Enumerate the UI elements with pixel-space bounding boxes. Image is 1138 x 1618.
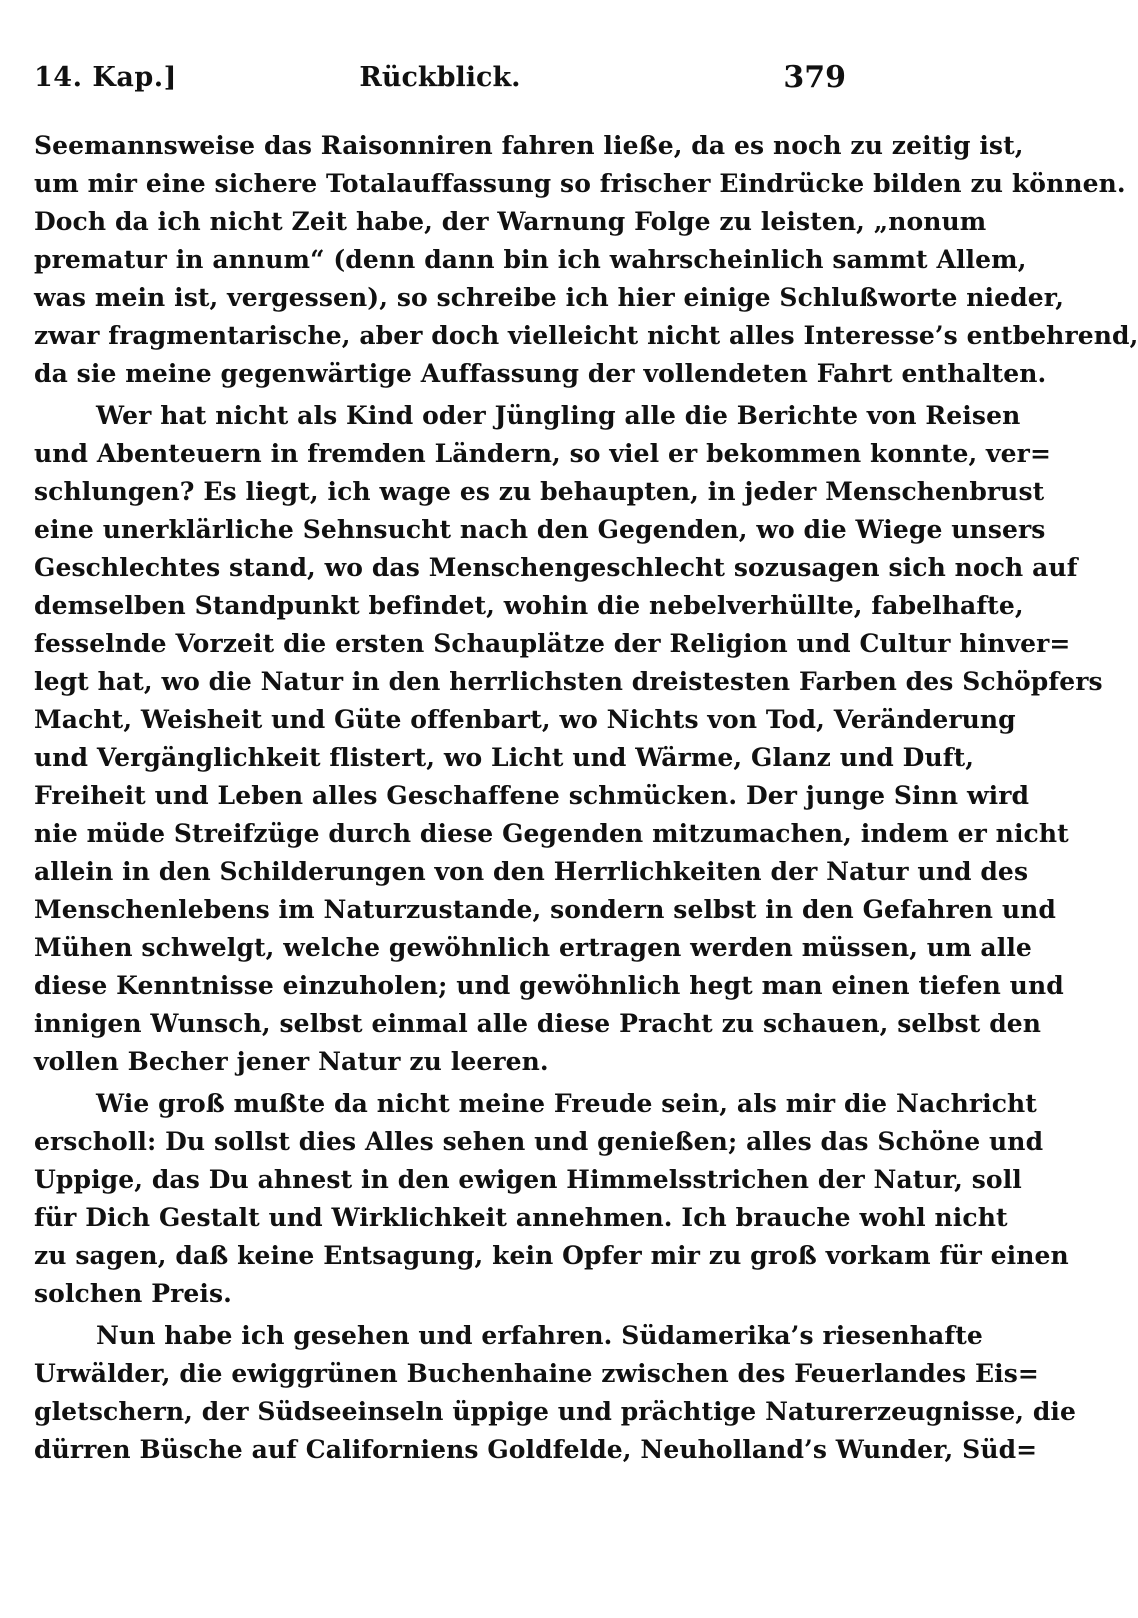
text-line: Mühen schwelgt, welche gewöhnlich ertragen werden müssen, um alle — [34, 933, 1032, 962]
text-line: solchen Preis. — [34, 1279, 232, 1308]
paragraph-first-line: Wie groß mußte da nicht meine Freude sein, als mir die Nachricht — [96, 1089, 1037, 1118]
text-line: und Abenteuern in fremden Ländern, so viel er bekommen konnte, ver= — [34, 439, 1052, 468]
text-line: um mir eine sichere Totalauffassung so frischer Eindrücke bilden zu können. — [34, 169, 1126, 198]
text-line: Uppige, das Du ahnest in den ewigen Himmelsstrichen der Natur, soll — [34, 1165, 1022, 1194]
chapter-label: 14. Kap.] — [34, 62, 177, 93]
text-line: allein in den Schilderungen von den Herrlichkeiten der Natur und des — [34, 857, 1029, 886]
text-line: eine unerklärliche Sehnsucht nach den Gegenden, wo die Wiege unsers — [34, 515, 1046, 544]
text-line: Urwälder, die ewiggrünen Buchenhaine zwischen des Feuerlandes Eis= — [34, 1359, 1039, 1388]
text-line: Menschenlebens im Naturzustande, sondern selbst in den Gefahren und — [34, 895, 1056, 924]
running-head — [34, 62, 846, 102]
text-line: nie müde Streifzüge durch diese Gegenden mitzumachen, indem er nicht — [34, 819, 1069, 848]
text-line: Seemannsweise das Raisonniren fahren ließe, da es noch zu zeitig ist, — [34, 131, 1024, 160]
text-line: diese Kenntnisse einzuholen; und gewöhnlich hegt man einen tiefen und — [34, 971, 1064, 1000]
paragraph-first-line: Wer hat nicht als Kind oder Jüngling alle die Berichte von Reisen — [96, 401, 1021, 430]
text-line: Doch da ich nicht Zeit habe, der Warnung Folge zu leisten, „nonum — [34, 207, 987, 236]
text-line: demselben Standpunkt befindet, wohin die nebelverhüllte, fabelhafte, — [34, 591, 1024, 620]
text-line: innigen Wunsch, selbst einmal alle diese Pracht zu schauen, selbst den — [34, 1009, 1042, 1038]
paragraph-first-line: Nun habe ich gesehen und erfahren. Südamerika’s riesenhafte — [96, 1321, 983, 1350]
text-line: Freiheit und Leben alles Geschaffene schmücken. Der junge Sinn wird — [34, 781, 1030, 810]
text-line: zu sagen, daß keine Entsagung, kein Opfer mir zu groß vorkam für einen — [34, 1241, 1069, 1270]
text-line: erscholl: Du sollst dies Alles sehen und genießen; alles das Schöne und — [34, 1127, 1044, 1156]
text-line: Macht, Weisheit und Güte offenbart, wo Nichts von Tod, Veränderung — [34, 705, 1016, 734]
text-line: da sie meine gegenwärtige Auffassung der vollendeten Fahrt enthalten. — [34, 359, 1047, 388]
text-line: und Vergänglichkeit flistert, wo Licht und Wärme, Glanz und Duft, — [34, 743, 975, 772]
text-line: legt hat, wo die Natur in den herrlichsten dreistesten Farben des Schöpfers — [34, 667, 1103, 696]
text-line: Geschlechtes stand, wo das Menschengeschlecht sozusagen sich noch auf — [34, 553, 1078, 582]
text-line: was mein ist, vergessen), so schreibe ich hier einige Schlußworte nieder, — [34, 283, 1064, 312]
running-title: Rückblick. — [359, 62, 521, 93]
text-line: prematur in annum“ (denn dann bin ich wahrscheinlich sammt Allem, — [34, 245, 1027, 274]
text-line: dürren Büsche auf Californiens Goldfelde, Neuholland’s Wunder, Süd= — [34, 1435, 1038, 1464]
text-line: für Dich Gestalt und Wirklichkeit annehmen. Ich brauche wohl nicht — [34, 1203, 1008, 1232]
text-line: schlungen? Es liegt, ich wage es zu behaupten, in jeder Menschenbrust — [34, 477, 1045, 506]
text-line: fesselnde Vorzeit die ersten Schauplätze der Religion und Cultur hinver= — [34, 629, 1071, 658]
text-line: zwar fragmentarische, aber doch vielleicht nicht alles Interesse’s entbehrend, — [34, 321, 1138, 350]
page-number: 379 — [783, 60, 846, 95]
text-line: gletschern, der Südseeinseln üppige und prächtige Naturerzeugnisse, die — [34, 1397, 1076, 1426]
text-line: vollen Becher jener Natur zu leeren. — [34, 1047, 549, 1076]
